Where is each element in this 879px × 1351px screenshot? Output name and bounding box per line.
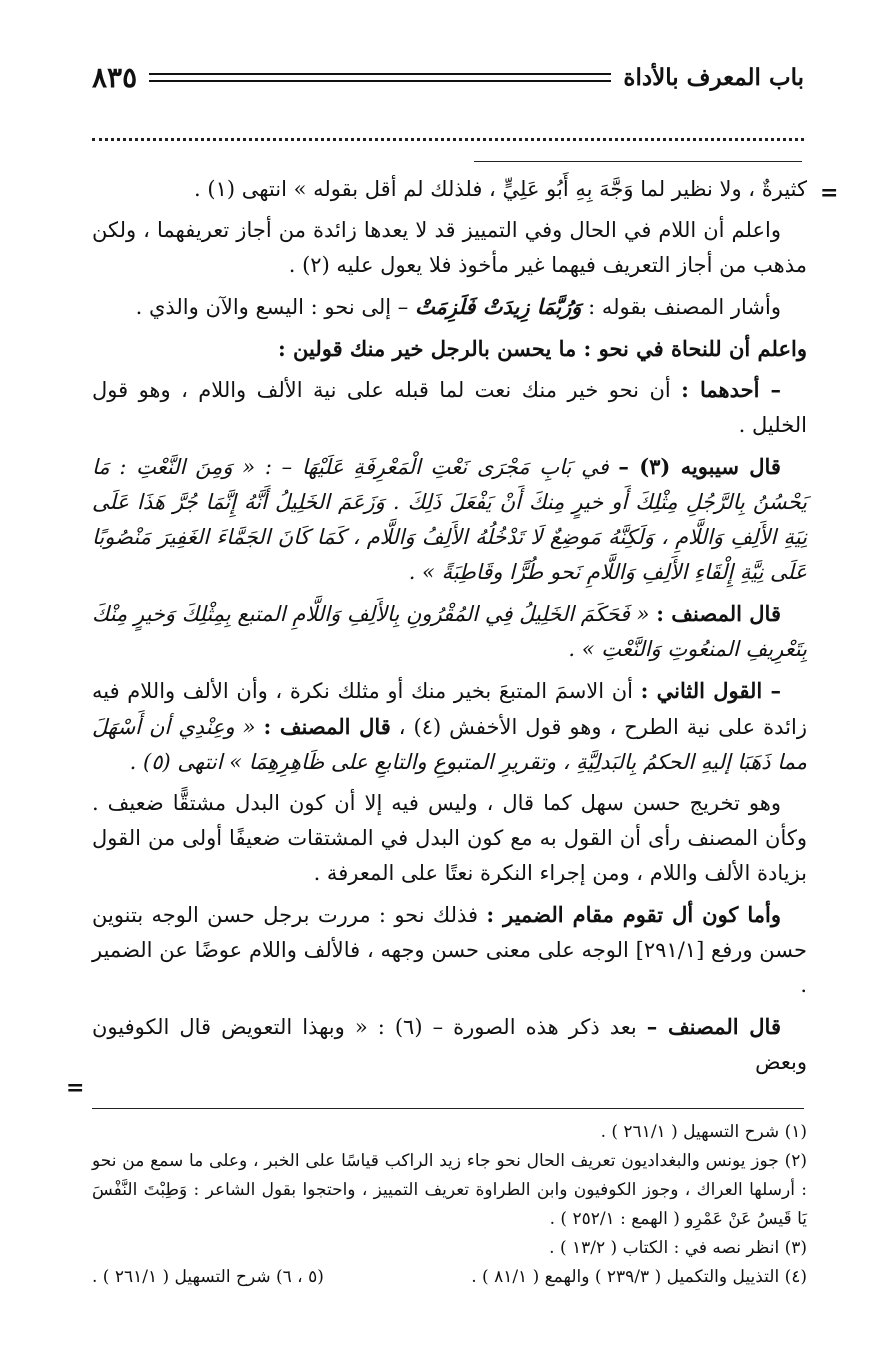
quotation: « وعِنْدِي أن أَسْهَلَ مما ذَهَبَا إليهِ الحكمُ بِالبَدلِيَّةِ ، وتقريرِ المتبوعِ والتابعِ على ظَاهِرِهِمَا » انتهى (٥) . xyxy=(92,715,807,774)
paragraph xyxy=(92,786,807,891)
main-text xyxy=(92,172,807,1086)
quoted-phrase: في بَابِ مَجْرَى نَعْتِ الْمَعْرِفَةِ عَلَيْهَا xyxy=(301,455,609,479)
continuation-mark-top: = xyxy=(820,180,839,206)
text-run: أن نحو خير منك نعت لما قبله على نية الألف واللام ، وهو قول الخليل . xyxy=(92,378,807,437)
subheading: قال المصنف – xyxy=(646,1014,781,1039)
footnote: (٣) انظر نصه في : الكتاب ( ١٣/٢ ) . xyxy=(549,1238,807,1258)
text-run: فذلك نحو : مررت برجل حسن الوجه بتنوين حسن ورفع [٢٩١/١] الوجه على معنى حسن وجهه ، فالألف واللام عوضًا عن الضمير . xyxy=(92,903,807,997)
subheading: قال المصنف : xyxy=(656,601,781,626)
text-run: واعلم أن اللام في الحال وفي التمييز قد لا يعدها زائدة من أجاز تعريفهما ، ولكن مذهب من أجاز التعريف فيهما غير مأخوذ فلا يعول عليه (٢) . xyxy=(92,218,807,277)
subheading: – أحدهما : xyxy=(681,377,781,402)
text-run: كثيرةٌ ، ولا نظير لما وَجَّهَ بِهِ أَبُو عَلِيٍّ ، فلذلك لم أقل بقوله » انتهى (١) . xyxy=(194,177,807,201)
paragraph xyxy=(92,213,807,283)
paragraph xyxy=(92,1009,807,1080)
quotation: « فَحَكَمَ الخَلِيلُ فِي المُقْرُونِ بِالأَلِفِ وَاللَّامِ المتبع بِمِثْلِكَ وَخيرٍ مِنْكَ بِتَعْرِيفِ المنعُوتِ وَالنَّعْتِ » . xyxy=(92,602,807,661)
subheading: – القول الثاني : xyxy=(640,678,781,703)
paragraph xyxy=(92,596,807,667)
text-run: – إلى نحو : اليسع والآن والذي . xyxy=(135,295,409,319)
paragraph-heading xyxy=(92,331,807,366)
footnote: (١) شرح التسهيل ( ٢٦١/١ ) . xyxy=(600,1122,807,1142)
text-run: وهو تخريج حسن سهل كما قال ، وليس فيه إلا أن كون البدل مشتقًّا ضعيف . وكأن المصنف رأى أن القول به مع كون البدل في المشتقات ضعيفًا أولى من القول بزيادة الألف واللام ، ومن إجراء النكرة نعتًا على المعرفة . xyxy=(92,791,807,885)
paragraph xyxy=(92,172,807,207)
paragraph xyxy=(92,673,807,780)
footnote: (٢) جوز يونس والبغداديون تعريف الحال نحو جاء زيد الراكب قياسًا على الخبر ، وعلى ما سمع من نحو : أرسلها العراك ، وجوز الكوفيون وابن الطراوة تعريف التمييز ، واحتجوا بقول الشاعر : وَطِبْتَ النَّفْسَ يَا قَيسُ عَنْ عَمْرِو ( الهمع : ٢٥٢/١ ) . xyxy=(92,1151,807,1229)
subheading: قال المصنف : xyxy=(263,714,391,739)
footnotes xyxy=(92,1118,807,1292)
subheading: قال سيبويه (٣) – xyxy=(618,454,781,479)
footnote-rule xyxy=(92,1108,804,1109)
text-run: واعلم أن للنحاة في نحو : ما يحسن بالرجل خير منك قولين : xyxy=(277,336,807,361)
running-title: باب المعرف بالأداة xyxy=(623,63,804,91)
paragraph xyxy=(92,897,807,1003)
quoted-phrase: وَرُبَّمَا زِيدَتْ فَلَزِمَتْ xyxy=(414,294,582,319)
footnote: (٥ ، ٦) شرح التسهيل ( ٢٦١/١ ) . xyxy=(92,1267,324,1287)
footnote-row xyxy=(92,1263,807,1292)
page-number: ٨٣٥ xyxy=(92,60,138,94)
page-header xyxy=(92,52,804,102)
header-double-rule xyxy=(149,73,611,82)
continuation-mark-bottom: = xyxy=(66,1075,85,1101)
text-run: أن الاسمَ المتبعَ بخير منك أو مثلك نكرة ، وأن الألف واللام فيه زائدة على نية الطرح ، وهو قول الأخفش (٤) ، xyxy=(92,679,807,739)
quotation: – : « وَمِنَ النَّعْتِ : مَا يَحْسُنُ بِالرَّجُلِ مِثْلِكَ أَو خيرٍ مِنكَ أَنْ يَفْعَلَ ذَلِكَ . وَزَعَمَ الخَلِيلُ أَنَّهُ إِنَّمَا جُرَّ هَذَا عَلَى نِيَةِ الأَلِفِ وَاللَّامِ ، وَلَكِنَّهُ مَوضِعٌ لَا تَدْخُلُهُ الأَلِفُ وَاللَّام ، كَمَا كَانَ الجَمَّاءَ الغَفِيرَ مَنْصُوبًا عَلَى نِيَّةِ إِلْقَاءِ الأَلِفِ وَاللَّامِ نَحو طُرًّا وقَاطِبَةً » . xyxy=(92,455,807,584)
paragraph xyxy=(92,372,807,443)
dotted-separator xyxy=(92,138,804,141)
subheading: وأما كون أل تقوم مقام الضمير : xyxy=(486,902,781,927)
paragraph xyxy=(92,289,807,325)
text-run: بعد ذكر هذه الصورة – (٦) : « وبهذا التعويض قال الكوفيون وبعض xyxy=(92,1015,807,1074)
short-rule xyxy=(474,161,802,162)
footnote: (٤) التذييل والتكميل ( ٢٣٩/٣ ) والهمع ( ٨١/١ ) . xyxy=(471,1267,807,1287)
text-run: وأشار المصنف بقوله : xyxy=(588,295,781,319)
paragraph xyxy=(92,449,807,590)
